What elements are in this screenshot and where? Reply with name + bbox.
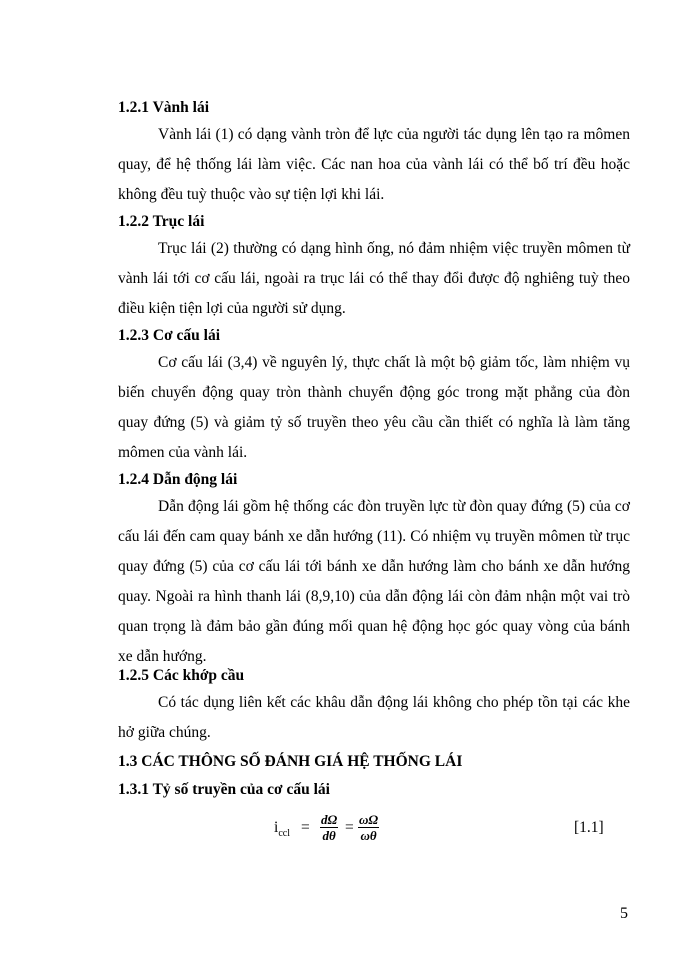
paragraph-text: Dẫn động lái gồm hệ thống các đòn truyền lực từ đòn quay đứng (5) của cơ cấu lái đến cam quay bánh xe dẫn hướng (11). Có nhiệm vụ truyền mômen từ trục quay đứng (5) của cơ cấu lái tới bánh xe dẫn hướng làm cho bánh xe dẫn hướng quay. Ngoài ra hình thanh lái (8,9,10) của dẫn động lái còn đảm nhận một vai trò quan trọng là đảm bảo gần đúng mối quan hệ động học góc quay vòng của bánh xe dẫn hướng. — [118, 498, 630, 665]
section-paragraph-1-2-5 — [118, 688, 630, 748]
subsection-heading-1-3-1: 1.3.1 Tỷ số truyền của cơ cấu lái — [118, 781, 330, 798]
section-heading-1-2-1: 1.2.1 Vành lái — [118, 99, 210, 116]
paragraph-text: Trục lái (2) thường có dạng hình ống, nó đảm nhiệm việc truyền mômen từ vành lái tới cơ cấu lái, ngoài ra trục lái có thể thay đổi được độ nghiêng tuỳ theo điều kiện tiện lợi của người sử dụng. — [118, 240, 630, 317]
equation-lhs: $i_{ccl}$ — [274, 819, 290, 840]
section-paragraph-1-2-2 — [118, 234, 630, 324]
fraction-dOmega-dtheta: $\frac{d\Omega}{d\theta}$ — [321, 812, 338, 843]
paragraph-text: Có tác dụng liên kết các khâu dẫn động lái không cho phép tồn tại các khe hở giữa chúng. — [118, 694, 630, 741]
paragraph-text: Vành lái (1) có dạng vành tròn để lực của người tác dụng lên tạo ra mômen quay, để hệ thống lái làm việc. Các nan hoa của vành lái có thể bố trí đều hoặc không đều tuỳ thuộc vào sự tiện lợi khi lái. — [118, 126, 630, 203]
fraction-omega-ratio: $\frac{\omega\Omega}{\omega\theta}$ — [359, 812, 379, 843]
section-heading-1-2-3: 1.2.3 Cơ cấu lái — [118, 327, 221, 344]
section-paragraph-1-2-4 — [118, 492, 630, 672]
section-heading-1-2-2: 1.2.2 Trục lái — [118, 213, 205, 230]
section-heading-1-2-4: 1.2.4 Dẫn động lái — [118, 471, 238, 488]
section-heading-1-2-5: 1.2.5 Các khớp cầu — [118, 667, 245, 684]
equation-number: [1.1] — [574, 819, 604, 836]
section-paragraph-1-2-1 — [118, 120, 630, 210]
page-number: 5 — [620, 905, 628, 922]
equals-sign: = — [345, 819, 354, 836]
chapter-heading-1-3: 1.3 CÁC THÔNG SỐ ĐÁNH GIÁ HỆ THỐNG LÁI — [118, 753, 463, 770]
section-paragraph-1-2-3 — [118, 348, 630, 468]
paragraph-text: Cơ cấu lái (3,4) về nguyên lý, thực chất là một bộ giảm tốc, làm nhiệm vụ biến chuyển động quay tròn thành chuyển động góc trong mặt phẳng của đòn quay đứng (5) và giảm tỷ số truyền theo yêu cầu cần thiết có nghĩa là làm tăng mômen của vành lái. — [118, 354, 630, 461]
equals-sign: = — [301, 819, 310, 836]
